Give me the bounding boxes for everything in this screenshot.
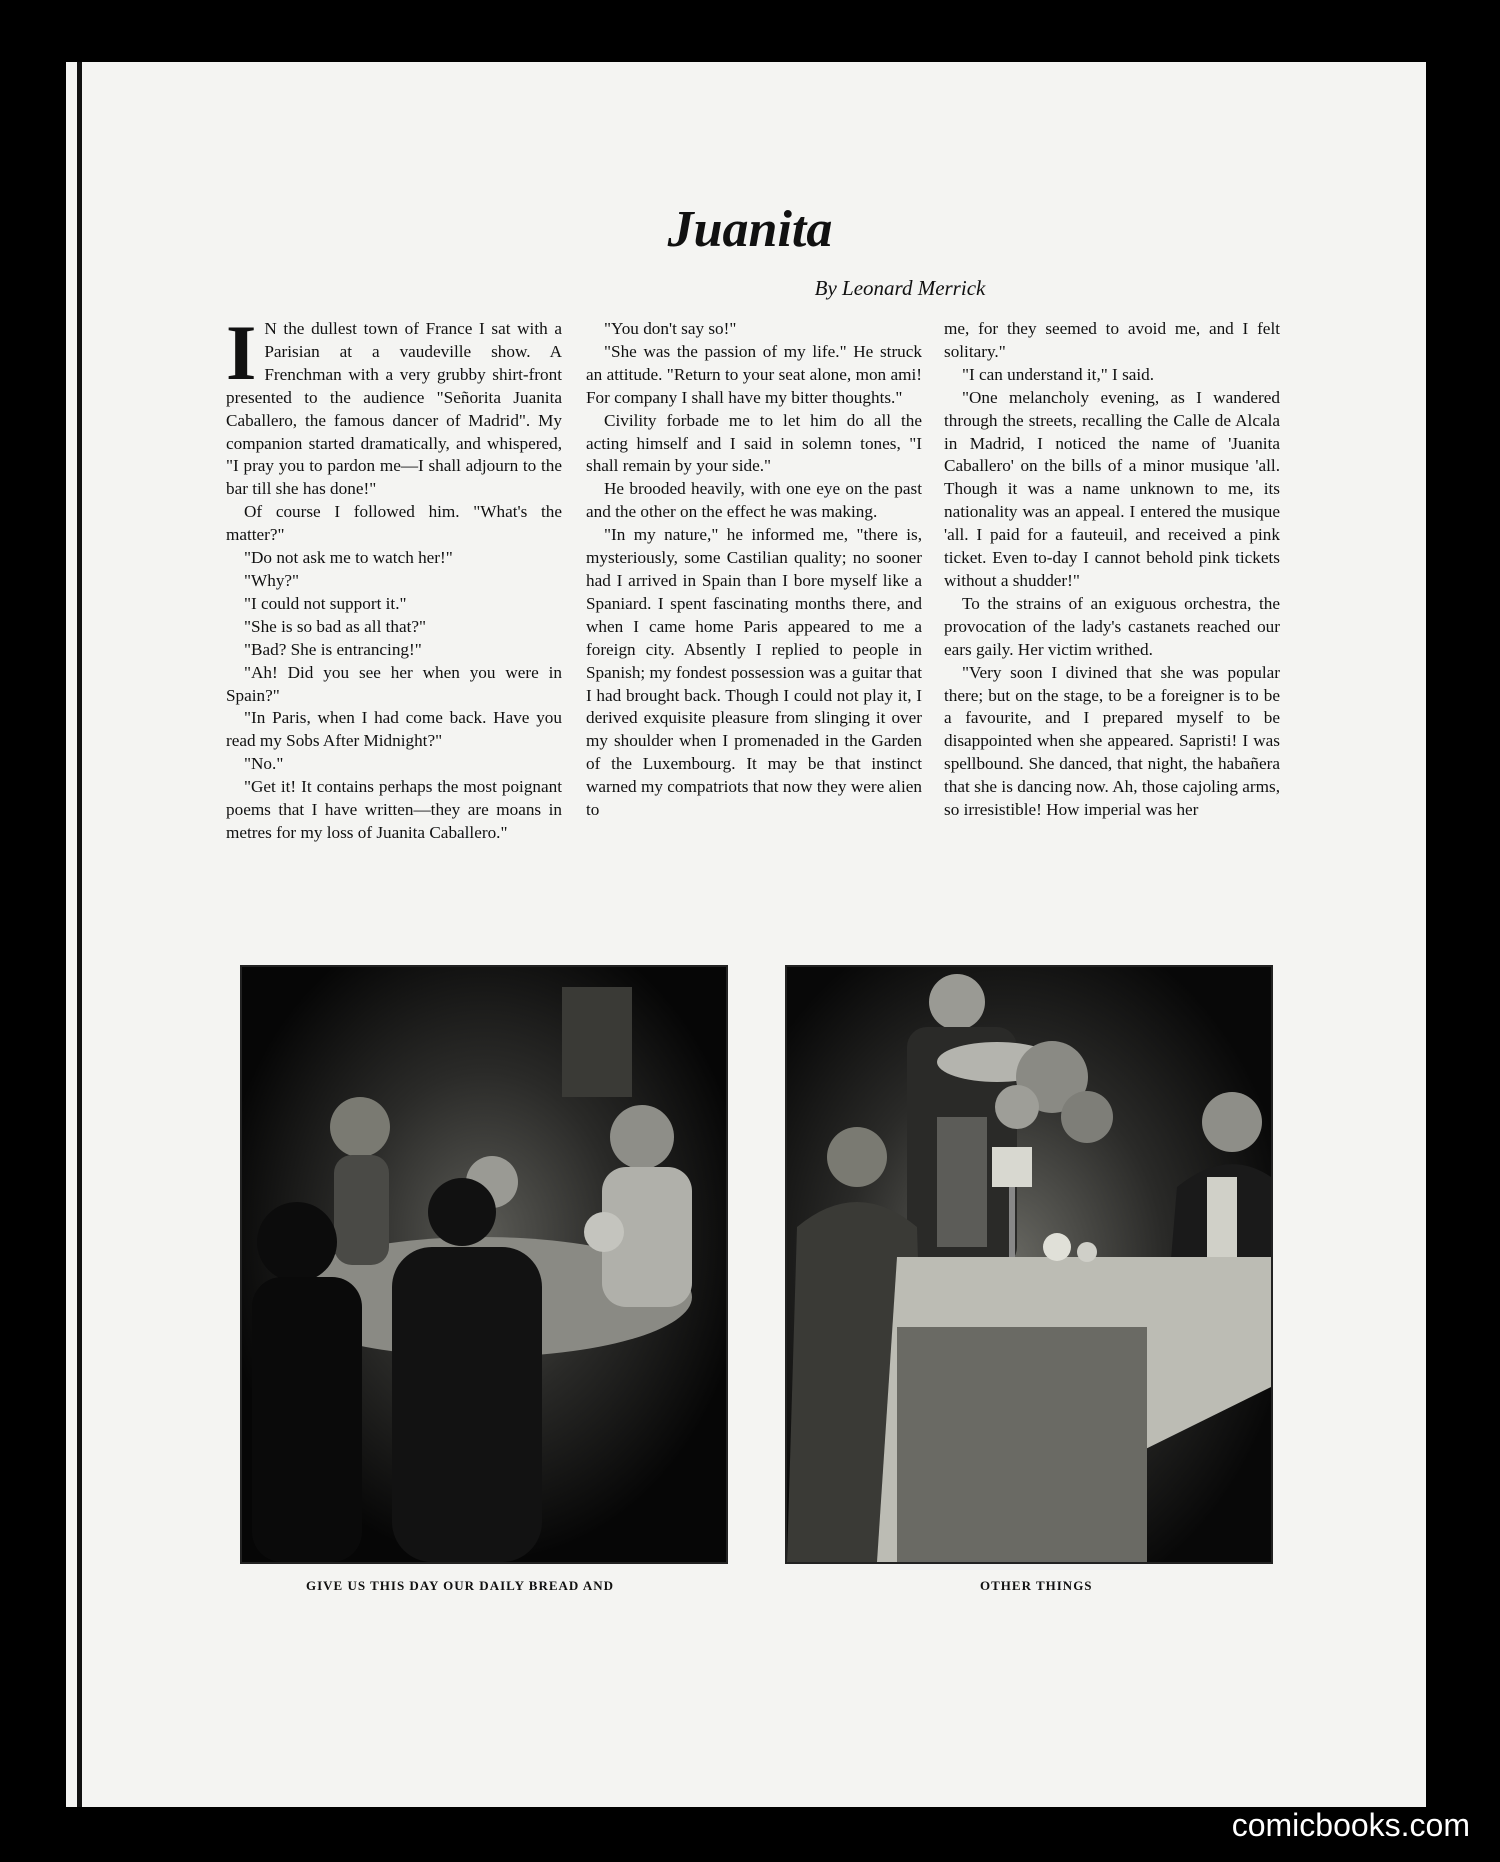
text-column-2 <box>586 318 922 938</box>
paragraph: "You don't say so!" <box>604 319 737 338</box>
paragraph: "Ah! Did you see her when you were in Spain?" <box>226 662 562 705</box>
paragraph: "Why?" <box>244 570 300 590</box>
drop-cap: I <box>226 318 257 396</box>
caption-left: GIVE US THIS DAY OUR DAILY BREAD AND <box>306 1578 614 1593</box>
restaurant-scene-image <box>787 967 1271 1562</box>
text-column-3 <box>944 318 1280 938</box>
paragraph: "Get it! It contains perhaps the most poignant poems that I have written—they are moans in metres for my loss of Juanita Caballero." <box>226 777 562 842</box>
paragraph: "Bad? She is entrancing!" <box>244 639 422 659</box>
paragraph: "She is so bad as all that?" <box>244 616 427 636</box>
text-column-1 <box>226 318 562 938</box>
paragraph: "One melancholy evening, as I wandered through the streets, recalling the Calle de Alcala in Madrid, I noticed the name of 'Juanita Caballero' on the bills of a minor musique 'all. Though it was a name unknown to me, its nationality was an appeal. I entered the musique 'all. I paid for a fauteuil, and received a pink ticket. Even to-day I cannot behold pink tickets without a shudder!" <box>944 387 1280 590</box>
paragraph: He brooded heavily, with one eye on the past and the other on the effect he was making. <box>586 479 922 522</box>
site-watermark: comicbooks.com <box>1231 1807 1470 1843</box>
paragraph: me, for they seemed to avoid me, and I felt solitary." <box>944 319 1280 361</box>
paragraph: Civility forbade me to let him do all the acting himself and I said in solemn tones, "I shall remain by your side." <box>586 410 922 476</box>
paragraph: "Very soon I divined that she was popular there; but on the stage, to be a foreigner is to be a favourite, and I prepared myself to be disappointed when she appeared. Sapristi! I was spellbound. She danced, that night, the habañera that she is dancing now. Ah, those cajoling arms, so irresistible! How imperial was her <box>944 662 1280 820</box>
family-dinner-image <box>242 967 726 1562</box>
caption-right: OTHER THINGS <box>980 1578 1093 1593</box>
binding-rule <box>77 62 82 1807</box>
illustration-restaurant-scene <box>785 965 1273 1564</box>
paragraph: "I could not support it." <box>244 593 407 613</box>
paragraph: "She was the passion of my life." He struck an attitude. "Return to your seat alone, mon ami! For company I shall have my bitter thoughts." <box>586 341 922 407</box>
paragraph: Of course I followed him. "What's the matter?" <box>226 502 562 545</box>
paragraph: "Do not ask me to watch her!" <box>244 548 453 568</box>
illustration-family-dinner <box>240 965 728 1564</box>
article-title: Juanita <box>667 201 833 258</box>
paragraph: "I can understand it," I said. <box>962 364 1155 384</box>
paragraph: "In Paris, when I had come back. Have you read my Sobs After Midnight?" <box>226 708 562 751</box>
paragraph: I N the dullest town of France I sat with a Parisian at a vaudeville show. A Frenchman with a very grubby shirt-front presented to the audience "Señorita Juanita Caballero, the famous dancer of Madrid". My companion started dramatically, and whispered, "I pray you to pardon me—I shall adjourn to the bar till she has done!" <box>226 318 562 499</box>
paragraph: "In my nature," he informed me, "there is, mysteriously, some Castilian quality; no sooner had I arrived in Spain than I bore myself like a Spaniard. I spent fascinating months there, and when I came home Paris appeared to me a foreign city. Absently I replied to people in Spanish; my fondest possession was a guitar that I had brought back. Though I could not play it, I derived exquisite pleasure from slinging it over my shoulder when I promenaded in the Garden of the Luxembourg. It may be that instinct warned my compatriots that now they were alien to <box>586 525 922 820</box>
paragraph: "No." <box>244 754 284 774</box>
article-byline: By Leonard Merrick <box>814 276 986 300</box>
paragraph: To the strains of an exiguous orchestra, the provocation of the lady's castanets reached our ears gaily. Her victim writhed. <box>944 593 1280 659</box>
